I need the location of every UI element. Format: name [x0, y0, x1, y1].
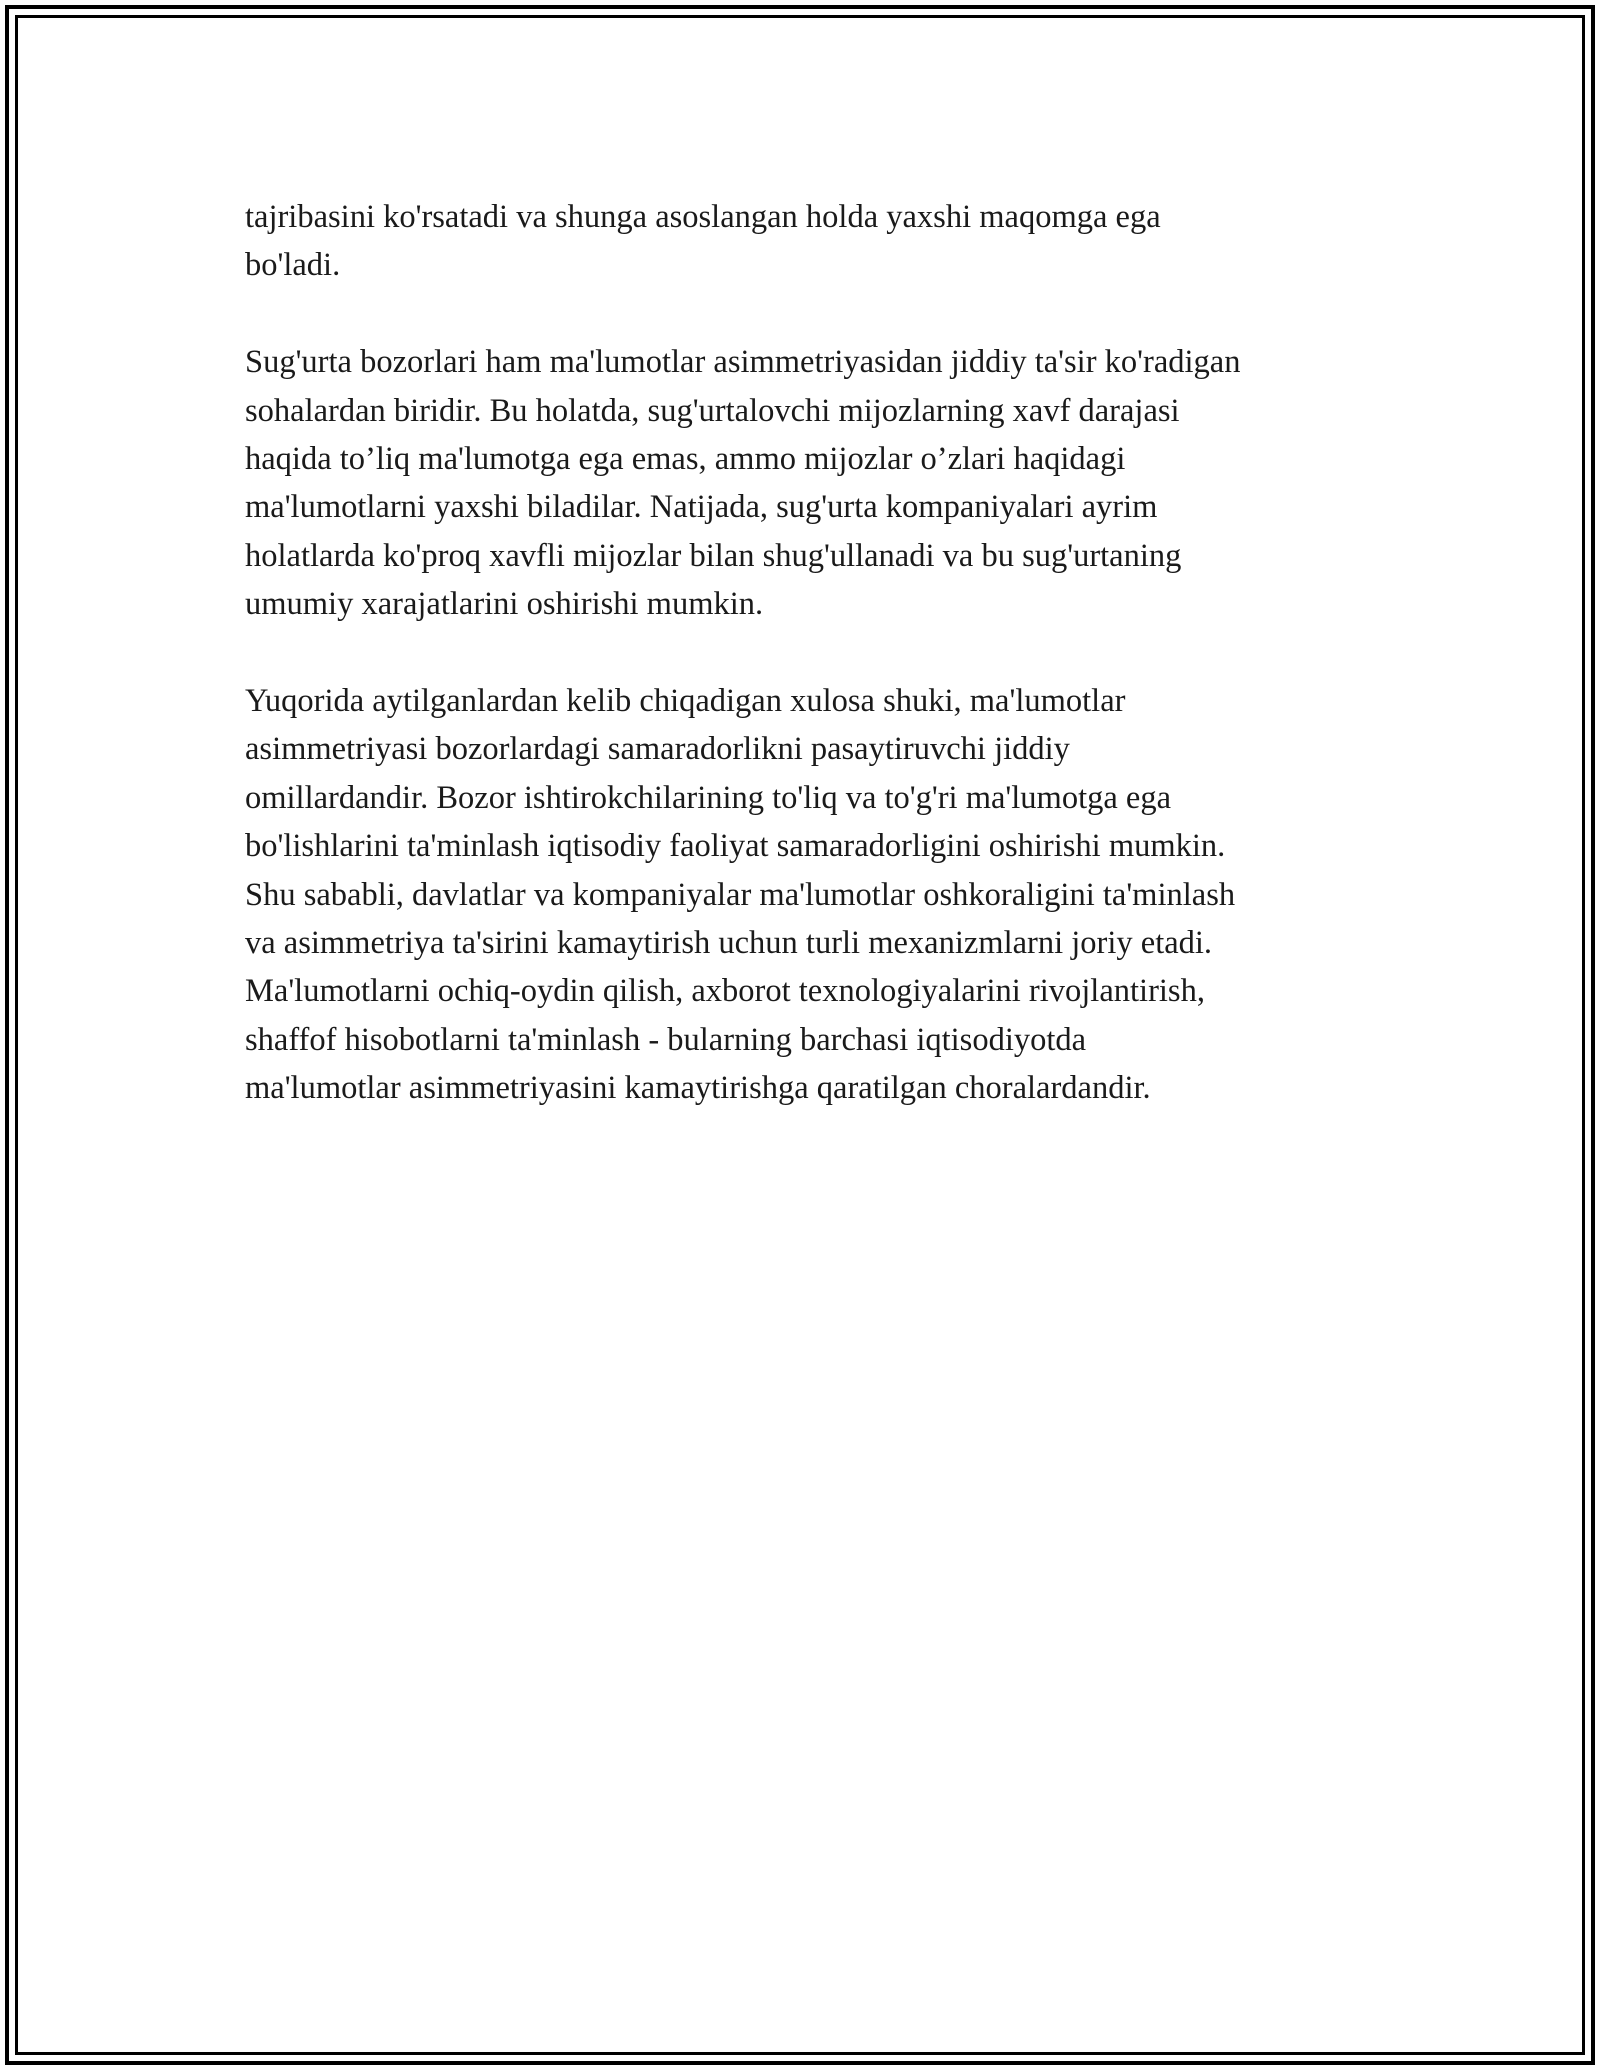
text-line: holatlarda ko'proq xavfli mijozlar bilan shug'ullanadi va bu sug'urtaning	[245, 537, 1182, 574]
text-line: ma'lumotlar asimmetriyasini kamaytirishga qaratilgan choralardandir.	[245, 1070, 1151, 1107]
text-line: omillardandir. Bozor ishtirokchilarining to'liq va to'g'ri ma'lumotga ega	[245, 779, 1172, 816]
paragraph-2	[245, 338, 1405, 628]
paragraph-3	[245, 677, 1405, 1113]
paragraph-1	[245, 193, 1405, 290]
text-line: tajribasini ko'rsatadi va shunga asoslangan holda yaxshi maqomga ega	[245, 199, 1161, 235]
text-line: haqida to’liq ma'lumotga ega emas, ammo mijozlar o’zlari haqidagi	[245, 441, 1126, 478]
text-line: ma'lumotlarni yaxshi biladilar. Natijada, sug'urta kompaniyalari ayrim	[245, 489, 1158, 526]
text-line: Sug'urta bozorlari ham ma'lumotlar asimmetriyasidan jiddiy ta'sir ko'radigan	[245, 344, 1241, 381]
text-line: va asimmetriya ta'sirini kamaytirish uchun turli mexanizmlarni joriy etadi.	[245, 925, 1213, 962]
text-line: Shu sababli, davlatlar va kompaniyalar ma'lumotlar oshkoraligini ta'minlash	[245, 876, 1236, 913]
document-body	[245, 193, 1405, 1161]
text-line: bo'ladi.	[245, 247, 341, 284]
text-line: umumiy xarajatlarini oshirishi mumkin.	[245, 586, 764, 623]
text-line: Ma'lumotlarni ochiq-oydin qilish, axborot texnologiyalarini rivojlantirish,	[245, 973, 1205, 1010]
text-line: shaffof hisobotlarni ta'minlash - bularning barchasi iqtisodiyotda	[245, 1021, 1087, 1058]
text-line: bo'lishlarini ta'minlash iqtisodiy faoliyat samaradorligini oshirishi mumkin.	[245, 828, 1226, 865]
text-line: sohalardan biridir. Bu holatda, sug'urtalovchi mijozlarning xavf darajasi	[245, 392, 1180, 429]
page-frame	[5, 5, 1595, 2065]
text-line: asimmetriyasi bozorlardagi samaradorlikni pasaytiruvchi jiddiy	[245, 731, 1070, 768]
text-line: Yuqorida aytilganlardan kelib chiqadigan xulosa shuki, ma'lumotlar	[245, 683, 1126, 720]
